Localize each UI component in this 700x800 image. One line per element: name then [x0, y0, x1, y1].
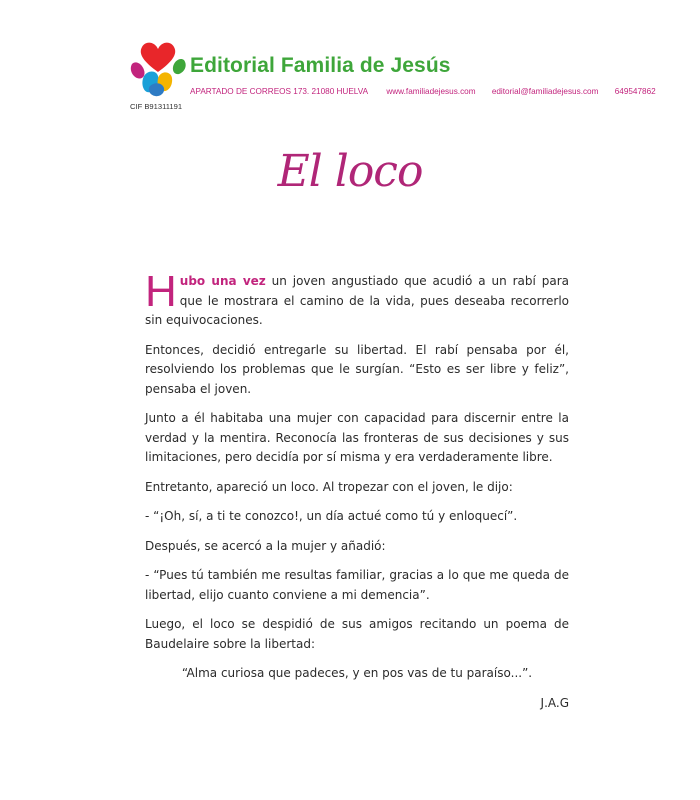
story-paragraph: Entonces, decidió entregarle su libertad. El rabí pensaba por él, resolviendo los problemas que le surgían. “Esto es ser libre y feliz”, pensaba el joven.	[145, 342, 569, 396]
paragraph-text: un joven angustiado que acudió a un rabí para que le mostrara el camino de la vida, pues deseaba recorrerlo sin equivocaciones.	[145, 274, 569, 327]
website-link[interactable]: www.familiadejesus.com	[386, 87, 476, 96]
email-link[interactable]: editorial@familiadejesus.com	[491, 87, 599, 96]
poem-quote: “Alma curiosa que padeces, y en pos vas de tu paraíso...”.	[181, 666, 533, 680]
story-paragraph	[145, 267, 569, 331]
story-paragraph: Junto a él habitaba una mujer con capacidad para discernir entre la verdad y la mentira. Reconocía las fronteras de sus decisiones y sus limitaciones, pero decidía por sí misma y era verdaderamente libre.	[145, 411, 569, 464]
lead-words: ubo una vez	[179, 274, 266, 288]
story-body	[145, 267, 569, 723]
story-paragraph: Luego, el loco se despidió de sus amigos recitando un poema de Baudelaire sobre la libertad:	[145, 617, 569, 651]
publisher-name: Editorial Familia de Jesús	[190, 54, 451, 77]
heart-hands-logo-icon	[128, 36, 188, 98]
contact-line	[190, 87, 670, 96]
tax-id: CIF B91311191	[130, 102, 183, 111]
postal-address: APARTADO DE CORREOS 173. 21080 HUELVA	[190, 87, 369, 96]
phone-number: 649547862	[614, 87, 656, 96]
letterhead	[128, 36, 656, 120]
story-paragraph: Después, se acercó a la mujer y añadió:	[145, 538, 386, 553]
drop-cap: H	[145, 267, 177, 316]
story-paragraph: Entretanto, apareció un loco. Al tropezar con el joven, le dijo:	[145, 479, 513, 494]
story-paragraph: - “Pues tú también me resultas familiar, gracias a lo que me queda de libertad, elijo cuanto conviene a mi demencia”.	[145, 568, 569, 602]
author-signature: J.A.G	[540, 695, 569, 710]
story-paragraph: - “¡Oh, sí, a ti te conozco!, un día actué como tú y enloquecí”.	[145, 509, 518, 523]
story-title: El loco	[277, 146, 423, 197]
